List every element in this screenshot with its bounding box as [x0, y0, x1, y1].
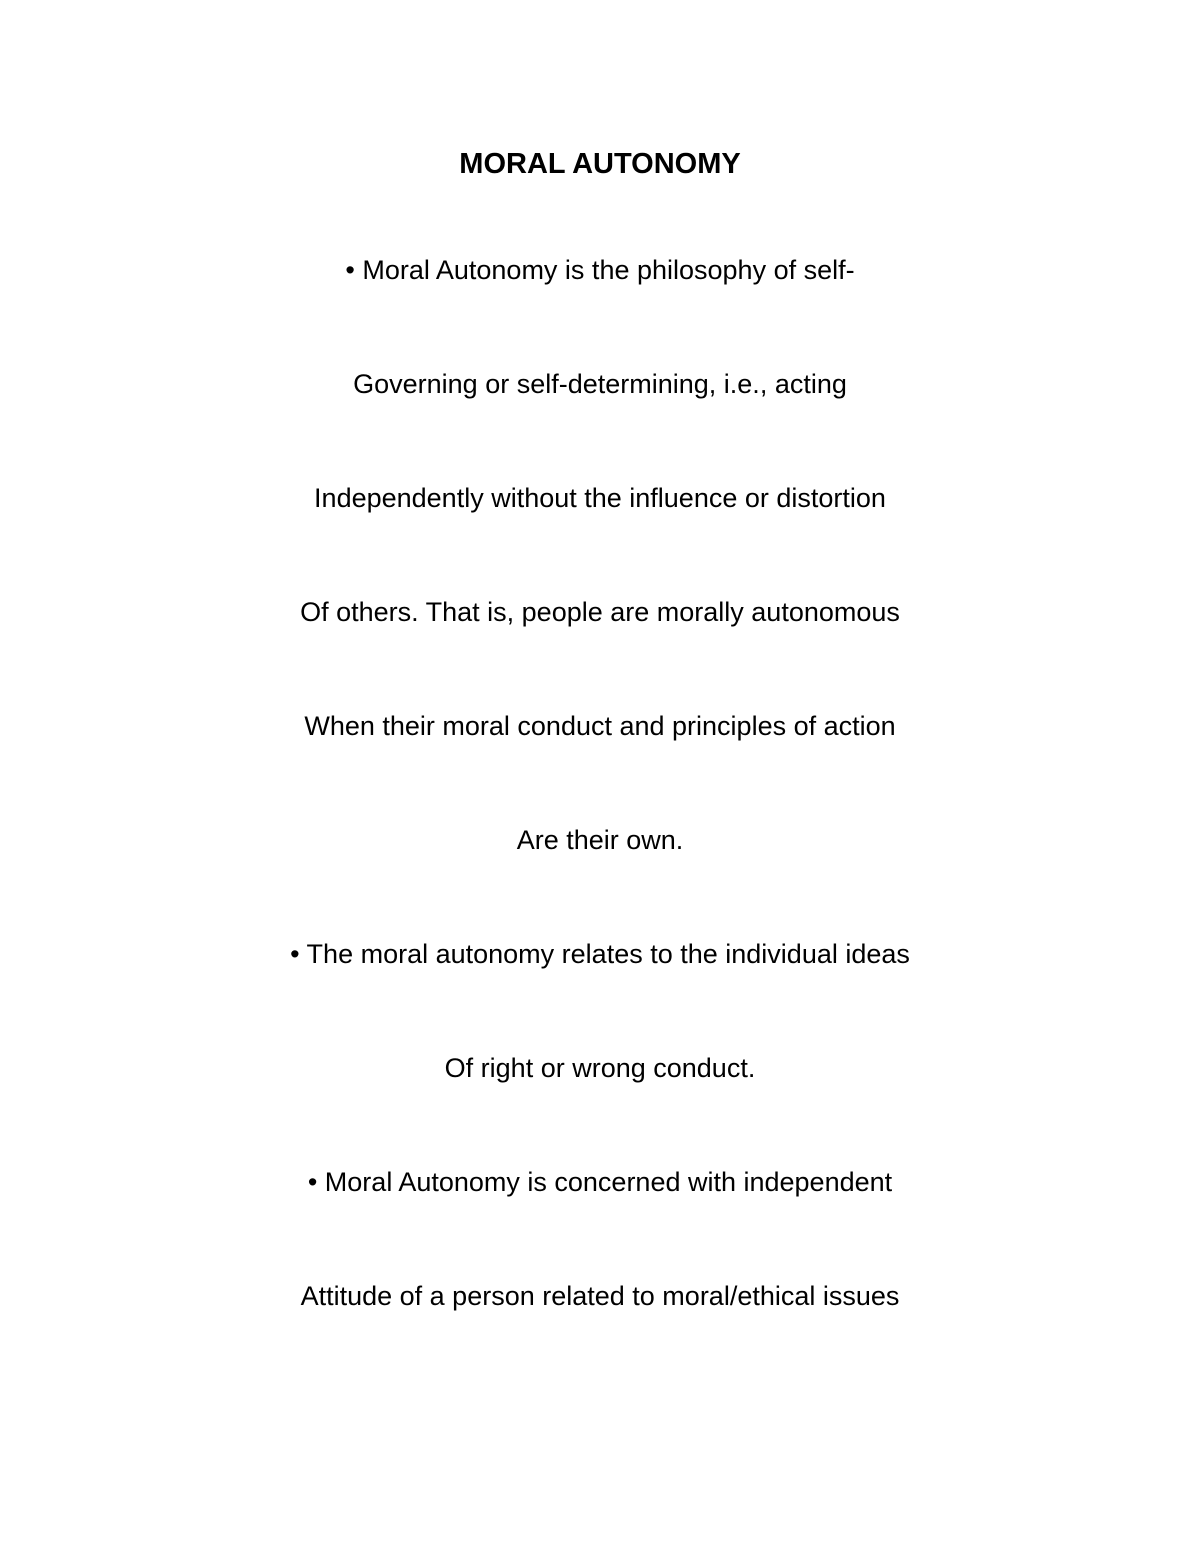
text-line: Of others. That is, people are morally autonomous [300, 597, 900, 627]
text-line: Are their own. [516, 825, 684, 855]
text-line: • The moral autonomy relates to the individual ideas [290, 939, 910, 969]
text-line: Attitude of a person related to moral/ethical issues [300, 1281, 900, 1311]
document-title: MORAL AUTONOMY [459, 148, 741, 180]
text-line: When their moral conduct and principles of action [304, 711, 896, 741]
text-line: Governing or self-determining, i.e., acting [353, 369, 847, 399]
text-line: • Moral Autonomy is the philosophy of self- [345, 255, 855, 285]
text-line: • Moral Autonomy is concerned with independent [307, 1167, 893, 1197]
text-line: Of right or wrong conduct. [444, 1053, 756, 1083]
text-line: Independently without the influence or distortion [314, 483, 886, 513]
